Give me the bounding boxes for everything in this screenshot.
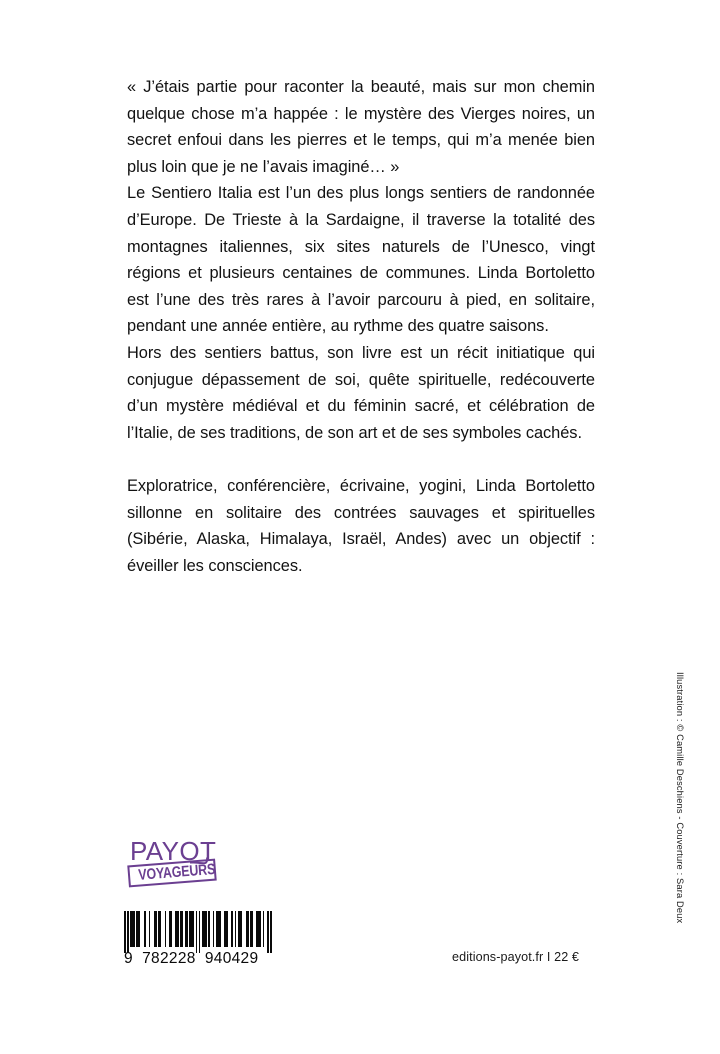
back-cover-blurb bbox=[127, 74, 595, 579]
barcode-digits: 9 782228 940429 bbox=[124, 950, 259, 967]
blurb-paragraph-author-bio: Exploratrice, conférencière, écrivaine, yogini, Linda Bortoletto sillonne en solitaire des contrées sauvages et spirituelles (Sibérie, Alaska, Himalaya, Israël, Andes) avec un objectif : éveiller les consciences. bbox=[127, 476, 595, 575]
barcode-bar bbox=[208, 911, 210, 947]
barcode-bar bbox=[216, 911, 221, 947]
publisher-name: PAYOT bbox=[130, 836, 217, 866]
barcode-bar bbox=[185, 911, 188, 947]
barcode-bar bbox=[180, 911, 183, 947]
barcode-bar bbox=[224, 911, 229, 947]
blurb-paragraph-quote: « J’étais partie pour raconter la beauté, mais sur mon chemin quelque chose m’a happée : le mystère des Vierges noires, un secret enfoui dans les pierres et le temps, qui m’a menée bien plus loin que je ne l’avais imaginé… » bbox=[127, 78, 595, 176]
barcode-bar bbox=[196, 911, 198, 953]
blurb-paragraph-recit: Hors des sentiers battus, son livre est un récit initiatique qui conjugue dépassement de soi, quête spirituelle, redécouverte d’un mystère médiéval et du féminin sacré, et célébration de l’Italie, de ses traditions, de son art et de ses symboles cachés. bbox=[127, 343, 595, 442]
barcode-bar bbox=[130, 911, 135, 947]
barcode-bar bbox=[144, 911, 146, 947]
barcode-bar bbox=[238, 911, 243, 947]
barcode-bar bbox=[169, 911, 172, 947]
website-and-price: editions-payot.fr I 22 € bbox=[452, 950, 580, 964]
barcode-bar bbox=[231, 911, 233, 947]
barcode-bar bbox=[256, 911, 261, 947]
barcode-bar bbox=[267, 911, 269, 953]
barcode-bar bbox=[199, 911, 201, 953]
illustration-credits: Illustration : © Camille Deschiens - Couverture : Sara Deux bbox=[675, 672, 685, 924]
barcode-bar bbox=[154, 911, 157, 947]
collection-name: VOYAGEURS bbox=[137, 861, 216, 885]
barcode-bar bbox=[202, 911, 207, 947]
barcode-bar bbox=[189, 911, 194, 947]
barcode-bar bbox=[246, 911, 249, 947]
isbn-barcode bbox=[124, 911, 272, 973]
barcode-bar bbox=[136, 911, 139, 947]
barcode-bar bbox=[235, 911, 237, 947]
barcode-bar bbox=[175, 911, 178, 947]
barcode-bar bbox=[165, 911, 167, 947]
barcode-bar bbox=[158, 911, 161, 947]
barcode-bar bbox=[124, 911, 126, 953]
barcode-bar bbox=[263, 911, 265, 947]
payot-voyageurs-logo bbox=[128, 838, 223, 896]
paragraph-spacer bbox=[127, 446, 595, 473]
barcode-bar bbox=[270, 911, 272, 953]
blurb-paragraph-sentiero: Le Sentiero Italia est l’un des plus longs sentiers de randonnée d’Europe. De Trieste à la Sardaigne, il traverse la totalité des montagnes italiennes, six sites naturels de l’Unesco, vingt régions et plusieurs centaines de communes. Linda Bortoletto est l’une des très rares à l’avoir parcouru à pied, en solitaire, pendant une année entière, au rythme des quatre saisons. bbox=[127, 184, 595, 336]
barcode-bar bbox=[250, 911, 253, 947]
barcode-bar bbox=[149, 911, 151, 947]
barcode-bars bbox=[124, 911, 272, 953]
barcode-bar bbox=[127, 911, 129, 953]
barcode-bar bbox=[213, 911, 215, 947]
